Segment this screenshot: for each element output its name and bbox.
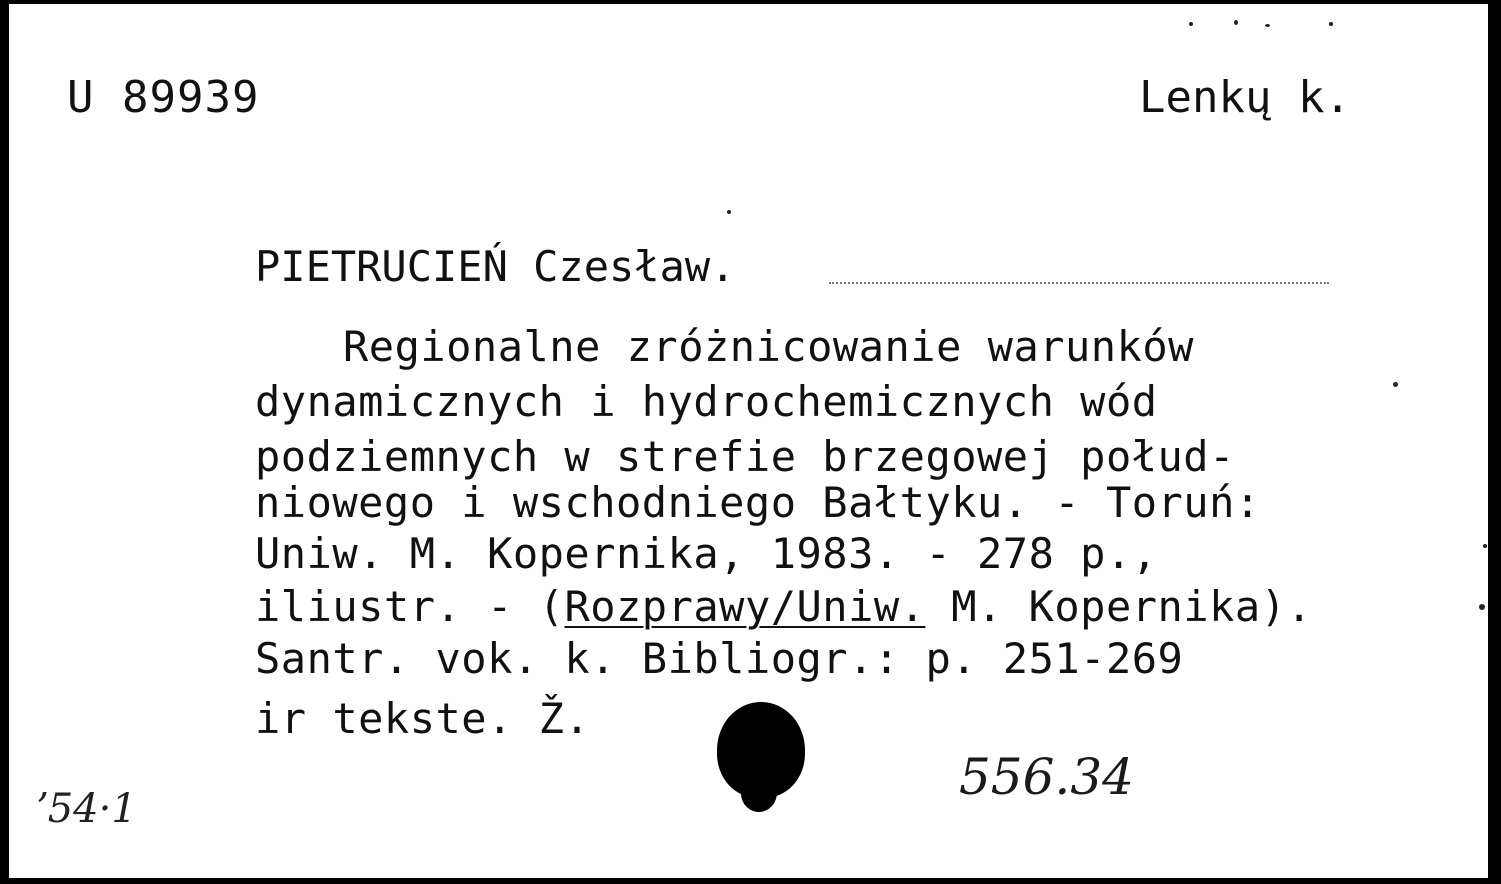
handwritten-note: ʼ54·1	[35, 786, 137, 832]
speck	[727, 210, 731, 214]
classification-number: 556.34	[959, 748, 1134, 806]
title-line-1: Regionalne zróżnicowanie warunków	[343, 322, 1194, 371]
title-line-4: niowego i wschodniego Bałtyku. - Toruń:	[255, 478, 1261, 527]
language-note: Lenkų k.	[1139, 72, 1351, 123]
speck	[1483, 544, 1487, 548]
imprint-line: Uniw. M. Kopernika, 1983. - 278 p.,	[255, 529, 1158, 578]
series-line	[255, 582, 1312, 631]
ink-blot-tail	[739, 772, 780, 815]
title-line-2: dynamicznych i hydrochemicznych wód	[255, 377, 1158, 426]
speck	[1479, 604, 1485, 610]
speck	[1189, 22, 1193, 26]
speck	[1393, 382, 1398, 387]
call-number: U 89939	[67, 72, 260, 123]
notes-line-end: ir tekste. Ž.	[255, 694, 591, 743]
catalog-card	[6, 4, 1488, 878]
speck	[1329, 22, 1333, 26]
author-heading: PIETRUCIEŃ Czesław.	[255, 242, 736, 291]
notes-line: Santr. vok. k. Bibliogr.: p. 251-269	[255, 634, 1184, 683]
speck	[1265, 24, 1270, 27]
series-prefix: iliustr. - (	[255, 582, 565, 631]
speck	[1234, 20, 1238, 25]
dotted-leader	[829, 282, 1329, 284]
title-line-3: podziemnych w strefie brzegowej połud-	[255, 432, 1235, 481]
series-suffix: M. Kopernika).	[925, 582, 1313, 631]
series-title: Rozprawy/Uniw.	[564, 582, 926, 631]
